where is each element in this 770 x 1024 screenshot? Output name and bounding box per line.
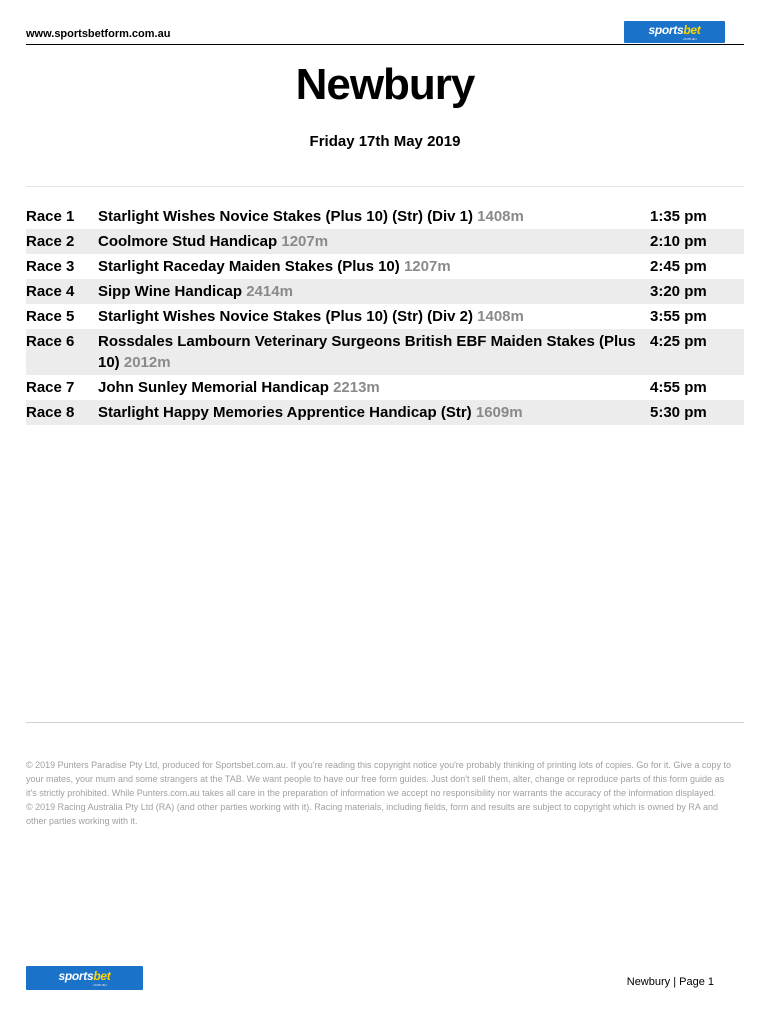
race-distance: 1609m [475, 404, 523, 421]
race-name-cell [98, 331, 638, 373]
race-name: Starlight Raceday Maiden Stakes (Plus 10) [98, 258, 400, 275]
race-time: 2:10 pm [650, 233, 707, 250]
races-divider [26, 186, 744, 187]
header-url[interactable]: www.sportsbetform.com.au [26, 28, 171, 40]
race-number: Race 3 [26, 258, 75, 275]
race-name: Coolmore Stud Handicap [98, 233, 278, 250]
race-number: Race 5 [26, 308, 75, 325]
header-divider [26, 44, 744, 45]
race-time: 3:55 pm [650, 308, 707, 325]
race-number: Race 2 [26, 233, 75, 250]
races-list [26, 204, 744, 425]
race-name: Starlight Wishes Novice Stakes (Plus 10) (Str) (Div 1) [98, 208, 473, 225]
race-name: Starlight Happy Memories Apprentice Handicap (Str) [98, 404, 472, 421]
copyright-racing-australia: © 2019 Racing Australia Pty Ltd (RA) (and other parties working with it). Racing materials, including fields, form and results are subject to copyright which is owned by RA and other parties working with it. [26, 802, 718, 826]
race-number: Race 6 [26, 333, 75, 350]
sportsbet-logo: sportsbet .com.au [624, 21, 725, 43]
race-number: Race 7 [26, 379, 75, 396]
race-name-cell [98, 281, 638, 302]
race-number: Race 4 [26, 283, 75, 300]
race-time: 1:35 pm [650, 208, 707, 225]
page-number: Newbury | Page 1 [626, 976, 714, 988]
race-distance: 1207m [403, 258, 451, 275]
race-time: 5:30 pm [650, 404, 707, 421]
race-distance: 1408m [477, 208, 524, 225]
race-name-cell [98, 306, 638, 327]
race-name-cell [98, 206, 638, 227]
race-time: 4:55 pm [650, 379, 707, 396]
sportsbet-logo-footer: sportsbet .com.au [26, 966, 143, 990]
race-date: Friday 17th May 2019 [309, 133, 461, 150]
race-row [26, 229, 744, 254]
copyright-notice [26, 758, 736, 828]
race-name: Sipp Wine Handicap [98, 283, 243, 300]
race-name-cell [98, 402, 638, 423]
race-number: Race 8 [26, 404, 75, 421]
race-row [26, 254, 744, 279]
race-row [26, 329, 744, 375]
race-distance: 2012m [123, 354, 171, 371]
race-name-cell [98, 256, 638, 277]
race-time: 3:20 pm [650, 283, 707, 300]
race-row [26, 400, 744, 425]
race-distance: 1408m [477, 308, 524, 325]
race-name: Rossdales Lambourn Veterinary Surgeons British EBF Maiden Stakes (Plus 10) [98, 333, 636, 371]
race-number: Race 1 [26, 208, 75, 225]
race-row [26, 304, 744, 329]
race-row [26, 204, 744, 229]
race-row [26, 279, 744, 304]
race-row [26, 375, 744, 400]
race-time: 4:25 pm [650, 333, 707, 350]
race-distance: 2213m [333, 379, 380, 396]
page-title: Newbury [295, 60, 475, 109]
race-distance: 2414m [246, 283, 293, 300]
race-name: John Sunley Memorial Handicap [98, 379, 329, 396]
race-distance: 1207m [281, 233, 329, 250]
race-time: 2:45 pm [650, 258, 707, 275]
race-name: Starlight Wishes Novice Stakes (Plus 10) (Str) (Div 2) [98, 308, 473, 325]
copyright-punters: © 2019 Punters Paradise Pty Ltd, produced for Sportsbet.com.au. If you're reading this copyright notice you're probably thinking of printing lots of copies. Go for it. Give a copy to your mates, your mum and some strangers at the TAB. We want people to have our free form guides. Just don't sell them, alter, change or reproduce parts of this form guide as it's strictly prohibited. While Punters.com.au takes all care in the preparation of information we accept no responsibility nor warrants the accuracy of the information displayed. [26, 760, 731, 798]
footer-divider [26, 722, 744, 723]
race-name-cell [98, 231, 638, 252]
race-name-cell [98, 377, 638, 398]
